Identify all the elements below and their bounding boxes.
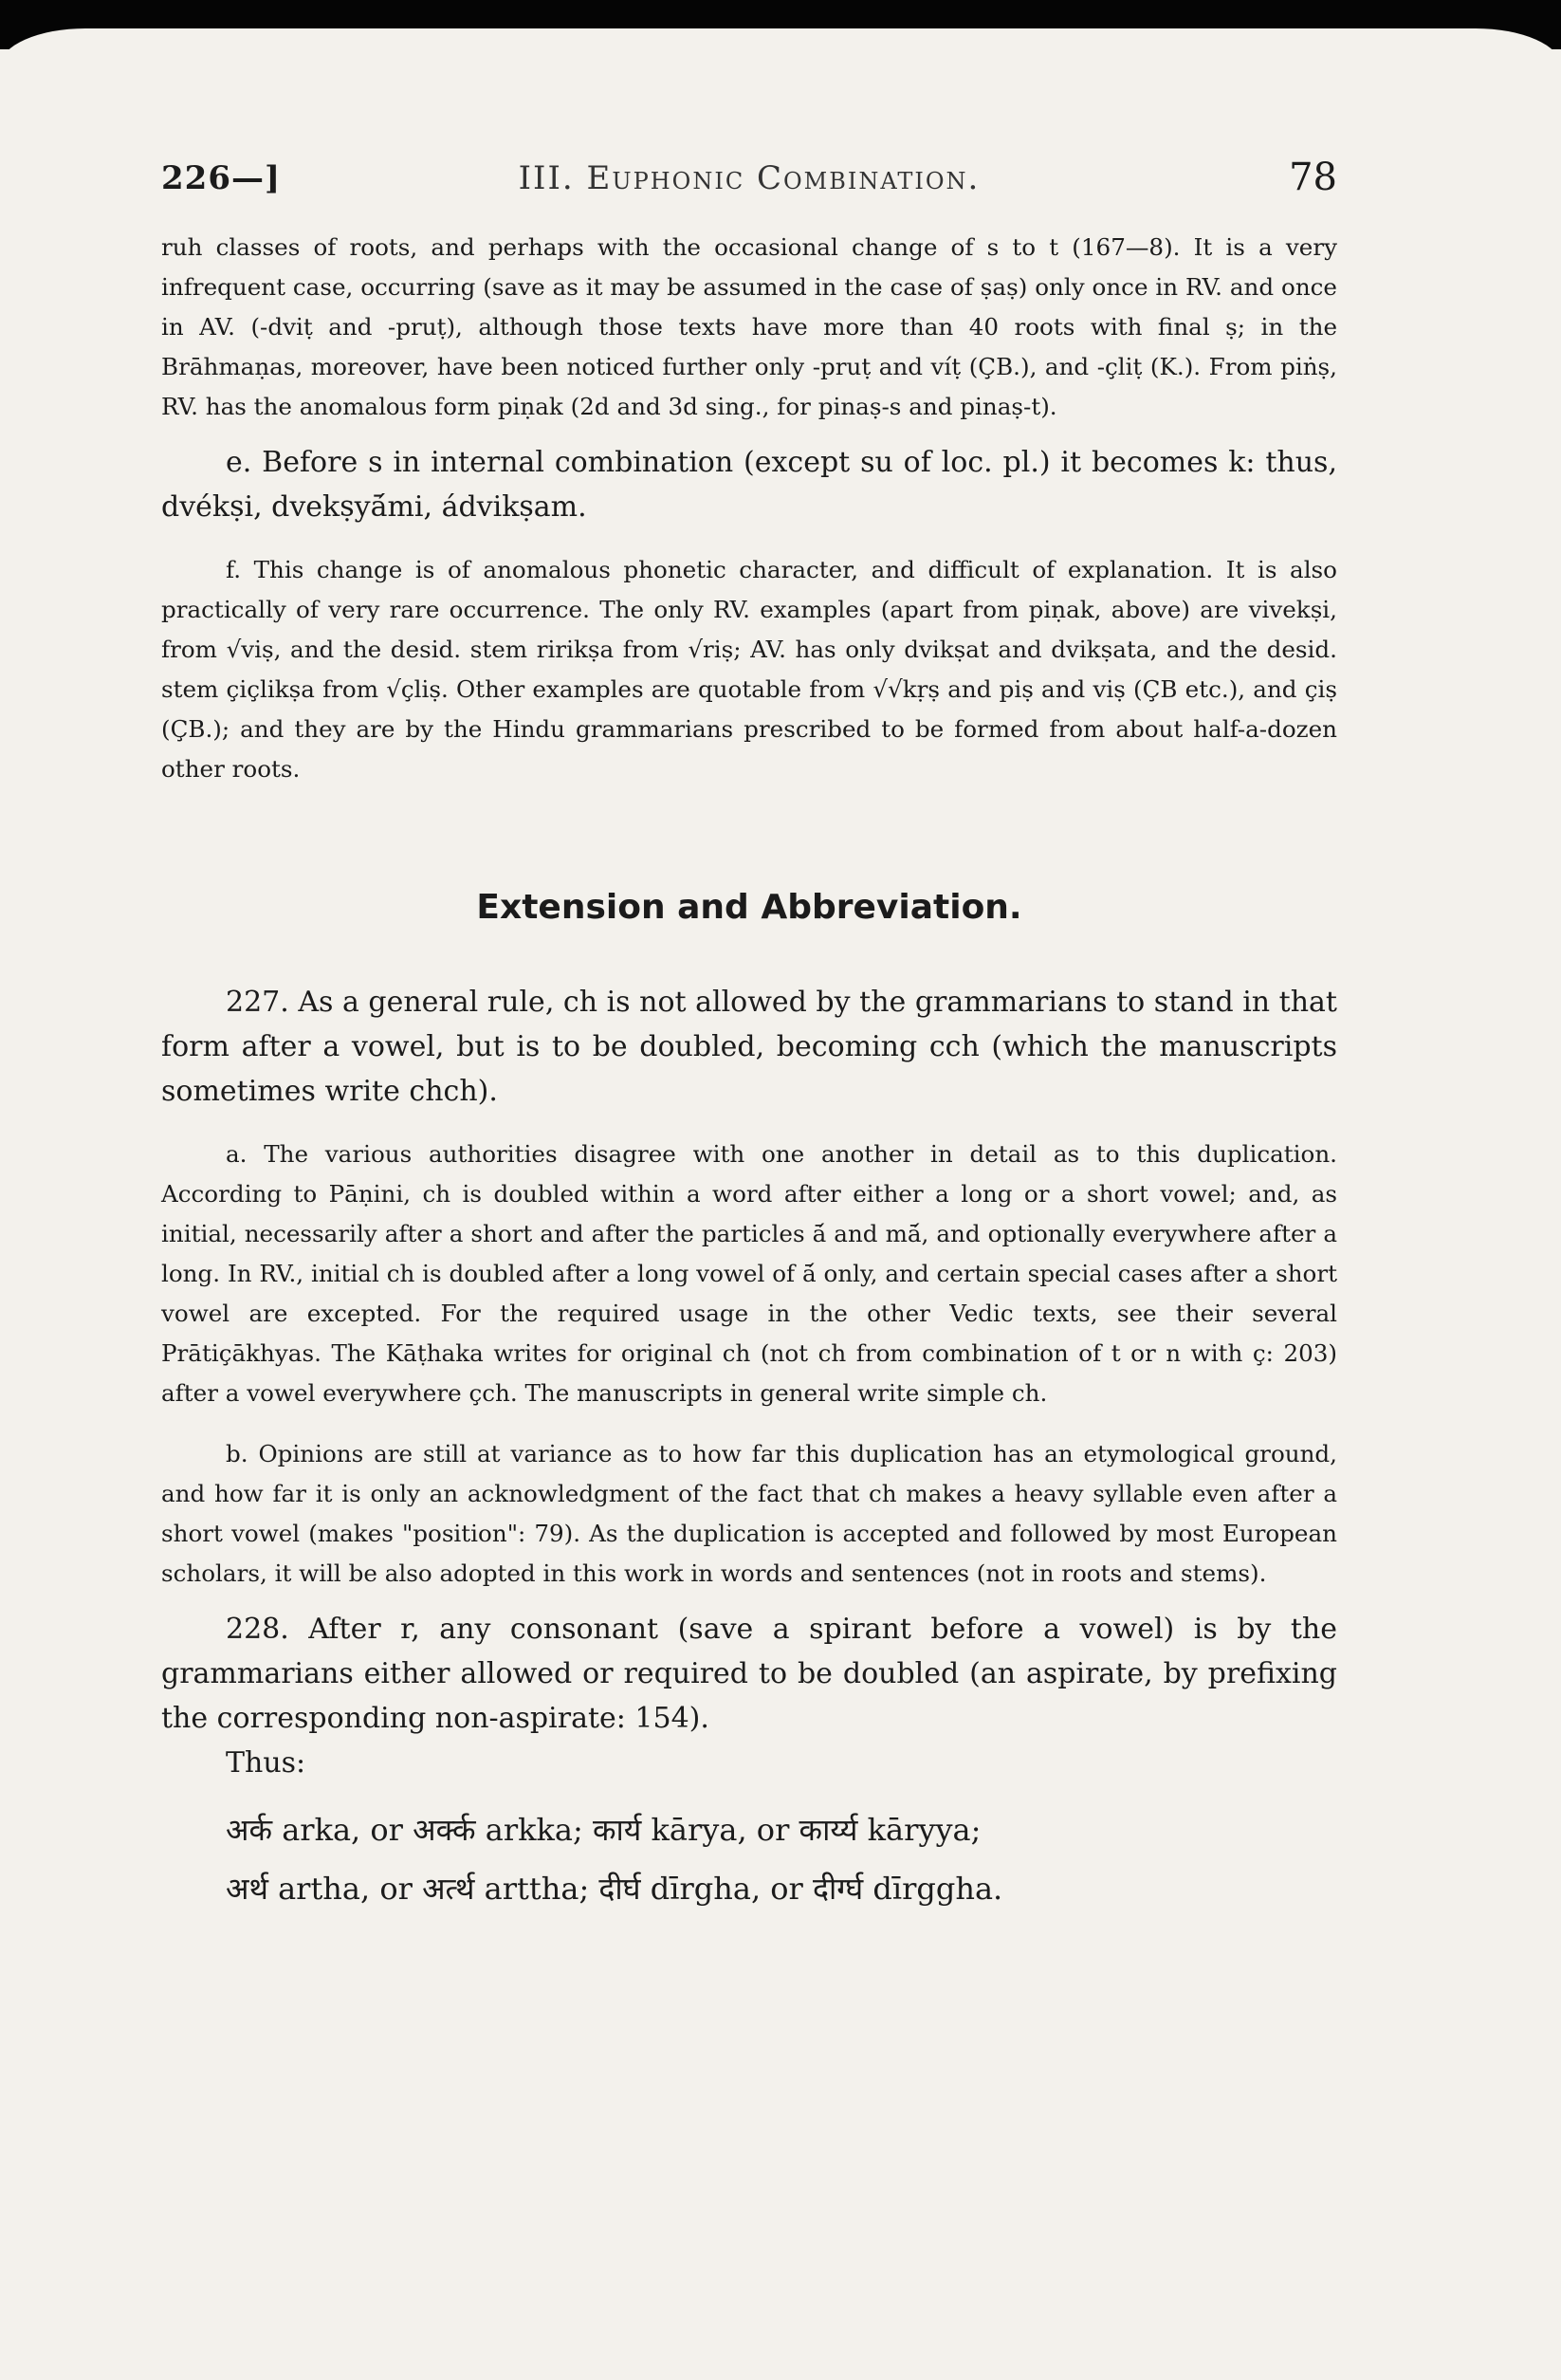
paragraph-f: f. This change is of anomalous phonetic character, and difficult of explanation. It is also practically of very rare occurrence. The only RV. examples (apart from piṇak, above) are vivekṣi, from √viṣ, and the desid. stem ririkṣa from √riṣ; AV. has only dvikṣat and dvikṣata, and the desid. stem çiçlikṣa from √çliṣ. Other examples are quotable from √√kṛṣ and piṣ and viṣ (ÇB etc.), and çiṣ (ÇB.); and they are by the Hindu grammarians prescribed to be formed from about half-a-dozen other roots. (161, 556, 1337, 783)
continuation-paragraph: ruh classes of roots, and perhaps with the occasional change of s to t (167—8). It is a very infrequent case, occurring (save as it may be assumed in the case of ṣaṣ) only once in RV. and once in AV. (-dviṭ and -pruṭ), although those texts have more than 40 roots with final ṣ; in the Brāhmaṇas, moreover, have been noticed further only -pruṭ and víṭ (ÇB.), and -çliṭ (K.). From piṅṣ, RV. has the anomalous form piṇak (2d and 3d sing., for pinaṣ-s and pinaṣ-t). (161, 233, 1337, 420)
chapter-title: III. Euphonic Combination. (518, 159, 981, 197)
paragraph-227: 227. As a general rule, ch is not allowed by the grammarians to stand in that form after a vowel, but is to be doubled, becoming cch (which the manuscripts sometimes write chch). (161, 986, 1337, 1108)
page-number: 78 (1289, 156, 1337, 199)
thus-label: Thus: (226, 1746, 306, 1780)
running-head (161, 142, 1337, 199)
example-list (226, 1800, 1337, 1918)
paragraph-227b: b. Opinions are still at variance as to how far this duplication has an etymological ground, and how far it is only an acknowledgment of the fact that ch makes a heavy syllable even after a short vowel (makes "position": 79). As the duplication is accepted and followed by most European scholars, it will be also adopted in this work in words and sentences (not in roots and stems). (161, 1440, 1337, 1587)
section-reference: 226—] (161, 159, 282, 197)
paragraph-e: e. Before s in internal combination (except su of loc. pl.) it becomes k: thus, dvékṣi, dvekṣyā́mi, ádvikṣam. (161, 446, 1337, 524)
example-line: अर्थ artha, or अर्त्थ arttha; दीर्घ dīrgha, or दीर्ग्घ dīrggha. (226, 1871, 1003, 1907)
paragraph-228: 228. After r, any consonant (save a spirant before a vowel) is by the grammarians either allowed or required to be doubled (an aspirate, by prefixing the corresponding non-aspirate: 154). (161, 1613, 1337, 1735)
book-page (161, 142, 1337, 1918)
page-top-edge (0, 28, 1561, 85)
paragraph-227a: a. The various authorities disagree with one another in detail as to this duplication. According to Pāṇini, ch is doubled within a word after either a long or a short vowel; and, as initial, necessarily after a short and after the particles ā́ and mā́, and optionally everywhere after a long. In RV., initial ch is doubled after a long vowel of ā́ only, and certain special cases after a short vowel are excepted. For the required usage in the other Vedic texts, see their several Prātiçākhyas. The Kāṭhaka writes for original ch (not ch from combination of t or n with ç: 203) after a vowel everywhere çch. The manuscripts in general write simple ch. (161, 1140, 1337, 1407)
example-line: अर्क arka, or अर्क्क arkka; कार्य kārya, or कार्य्य kāryya; (226, 1812, 982, 1848)
section-heading: Extension and Abbreviation. (476, 888, 1022, 927)
